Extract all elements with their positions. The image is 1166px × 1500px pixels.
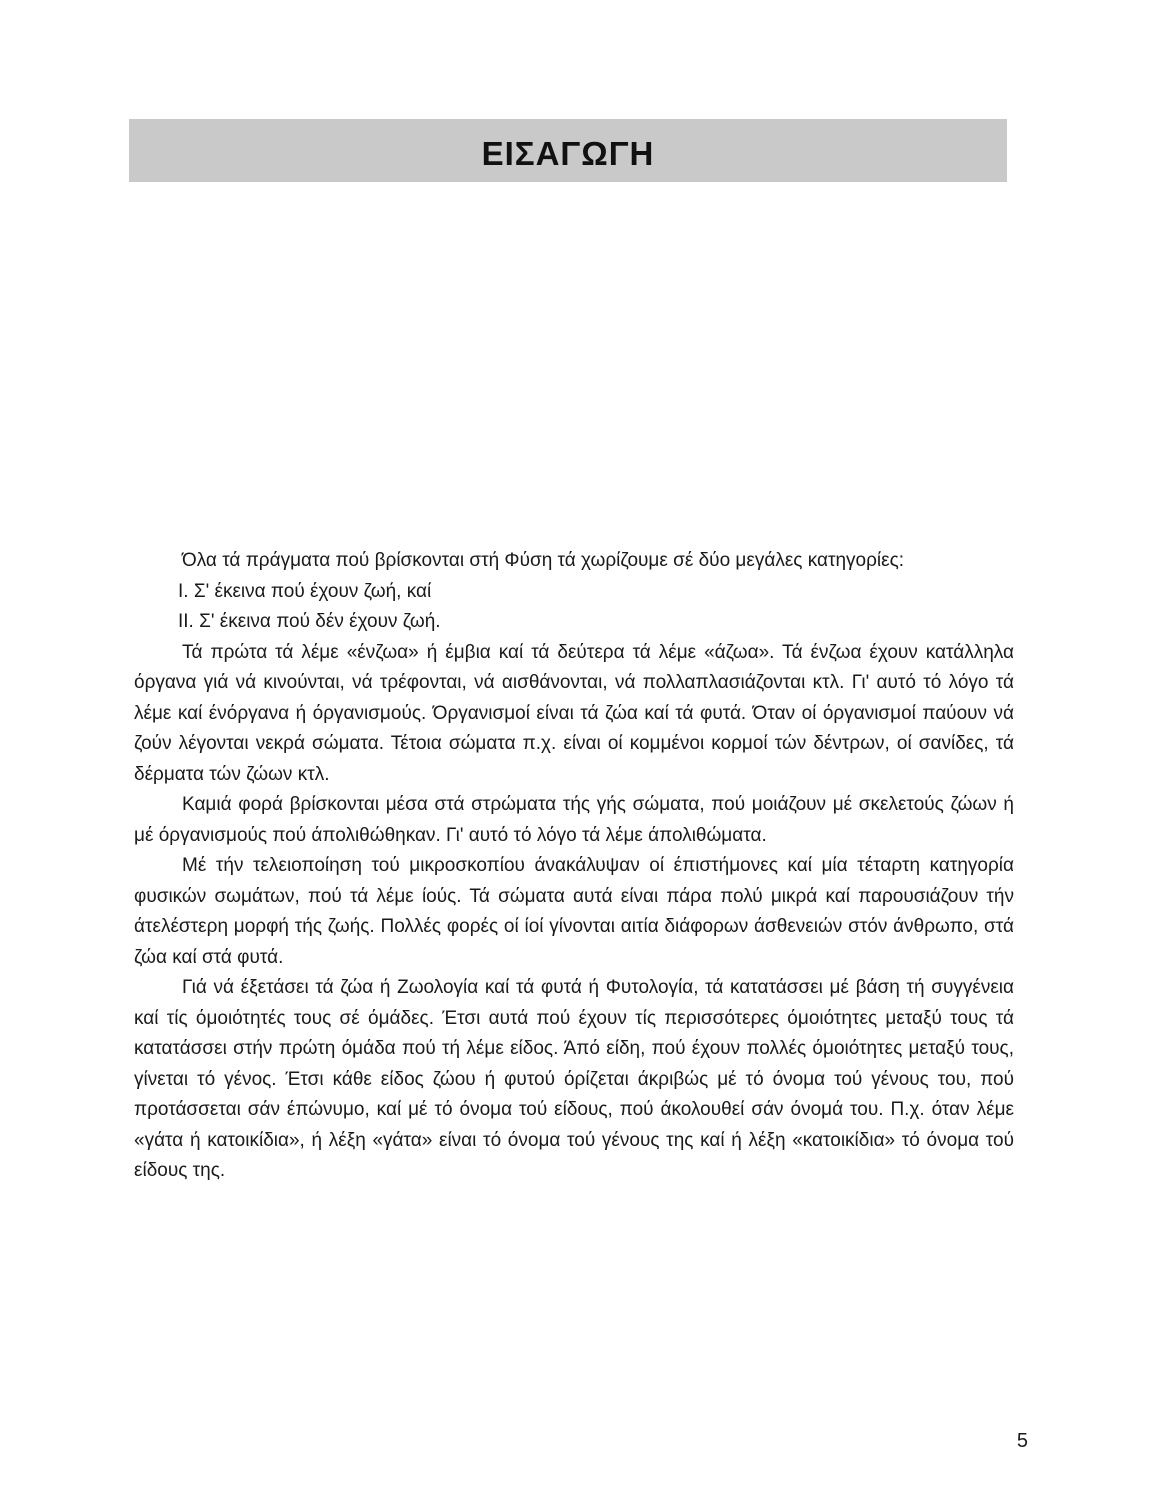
paragraph-classification: Γιά νά έξετάσει τά ζώα ή Ζωολογία καί τά φυτά ή Φυτολογία, τά κατατάσσει μέ βάση τή συγγένεια καί τίς όμοιότητές τους σέ όμάδες. Έτσι αυτά πού έχουν τίς περισσότερες όμοιότητες μεταξύ τους τά κατατάσσει στήν πρώτη όμάδα πού τή λέμε είδος. Άπό είδη, πού έχουν πολλές όμοιότητες μεταξύ τους, γίνεται τό γένος. Έτσι κάθε είδος ζώου ή φυτού όρίζεται άκριβώς μέ τό όνομα τού γένους του, πού προτάσσεται σάν έπώνυμο, καί μέ τό όνομα τού είδους, πού άκολουθεί σάν όνομά του. Π.χ. όταν λέμε «γάτα ή κατοικίδια», ή λέξη «γάτα» είναι τό όνομα τού γένους της καί ή λέξη «κατοικίδια» τό όνομα τού είδους της. (134, 977, 1014, 1181)
intro-paragraph: Όλα τά πράγματα πού βρίσκονται στή Φύση τά χωρίζουμε σέ δύο μεγάλες κατηγορίες: (182, 550, 905, 571)
paragraph-fossils: Καμιά φορά βρίσκονται μέσα στά στρώματα τής γής σώματα, πού μοιάζουν μέ σκελετούς ζώων ή μέ όργανισμούς πού άπολιθώθηκαν. Γι' αυτό τό λόγο τά λέμε άπολιθώματα. (134, 794, 1014, 846)
paragraph-viruses: Μέ τήν τελειοποίηση τού μικροσκοπίου άνακάλυψαν οί έπιστήμονες καί μία τέταρτη κατηγορία φυσικών σωμάτων, πού τά λέμε ίούς. Τά σώματα αυτά είναι πάρα πολύ μικρά καί παρουσιάζουν τήν άτελέστερη μορφή τής ζωής. Πολλές φορές οί ίοί γίνονται αιτία διάφορων άσθενειών στόν άνθρωπο, στά ζώα καί στά φυτά. (134, 855, 1014, 968)
page-number: 5 (1016, 1430, 1028, 1452)
body-text (134, 546, 1014, 1187)
chapter-title-band (129, 119, 1007, 182)
paragraph-living-beings: Τά πρώτα τά λέμε «ένζωα» ή έμβια καί τά δεύτερα τά λέμε «άζωα». Τά ένζωα έχουν κατάλληλα όργανα γιά νά κινούνται, νά τρέφονται, νά αισθάνονται, νά πολλαπλασιάζονται κτλ. Γι' αυτό τό λόγο τά λέμε καί ένόργανα ή όργανισμούς. Όργανισμοί είναι τά ζώα καί τά φυτά. Όταν οί όργανισμοί παύουν νά ζούν λέγονται νεκρά σώματα. Τέτοια σώματα π.χ. είναι οί κομμένοι κορμοί τών δέντρων, οί σανίδες, τά δέρματα τών ζώων κτλ. (134, 641, 1014, 785)
chapter-title: ΕΙΣΑΓΩΓΗ (481, 134, 655, 172)
list-item-1: Ι. Σ' έκεινα πού έχουν ζωή, καί (178, 580, 432, 602)
list-item-2: ΙΙ. Σ' έκεινα πού δέν έχουν ζωή. (178, 611, 441, 632)
